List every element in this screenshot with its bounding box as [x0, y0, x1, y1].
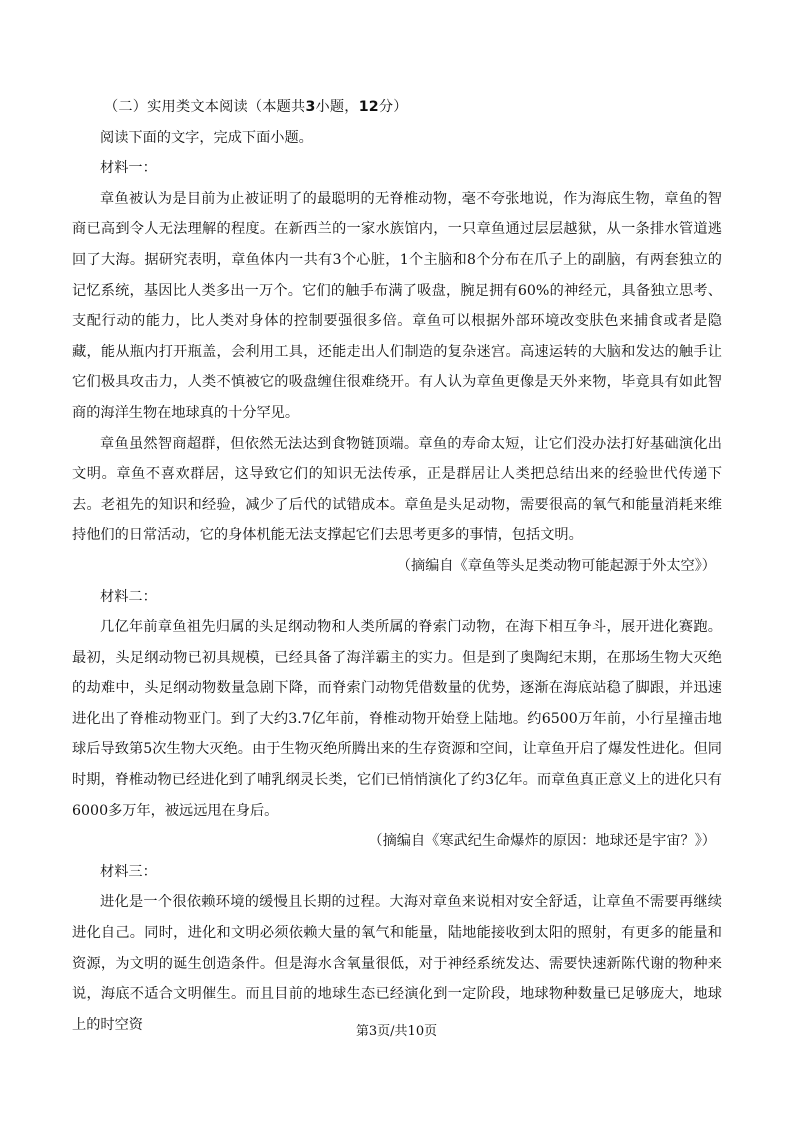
- material1-source: （摘编自《章鱼等头足类动物可能起源于外太空》）: [396, 557, 716, 574]
- section-heading-prefix: （二）实用类文本阅读（本题共: [104, 99, 306, 115]
- document-body: [72, 92, 722, 1040]
- material2-label: 材料二：: [100, 588, 157, 605]
- material2-paragraph-1: 几亿年前章鱼祖先归属的头足纲动物和人类所属的脊索门动物，在海下相互争斗，展开进化赛跑。最初，头足纲动物已初具规模，已经具备了海洋霸主的实力。但是到了奥陶纪末期，在那场生物大灭绝的劫难中，头足纲动物数量急剧下降，而脊索门动物凭借数量的优势，逐渐在海底站稳了脚跟，并迅速进化出了脊椎动物亚门。到了大约3.7亿年前，脊椎动物开始登上陆地。约6500万年前，小行星撞击地球后导致第5次生物大灭绝。由于生物灭绝所腾出来的生存资源和空间，让章鱼开启了爆发性进化。但同时期，脊椎动物已经进化到了哺乳纲灵长类，它们已悄悄演化了约3亿年。而章鱼真正意义上的进化只有6000多万年，被远远甩在身后。: [72, 619, 722, 819]
- material2-source: （摘编自《寒武纪生命爆炸的原因：地球还是宇宙？》）: [368, 833, 716, 850]
- section-heading-suffix: 分）: [378, 99, 408, 115]
- instruction-text: 阅读下面的文字，完成下面小题。: [100, 129, 313, 146]
- material1-paragraph-2: 章鱼虽然智商超群，但依然无法达到食物链顶端。章鱼的寿命太短，让它们没办法打好基础演化出文明。章鱼不喜欢群居，这导致它们的知识无法传承，正是群居让人类把总结出来的经验世代传递下去。老祖先的知识和经验，减少了后代的试错成本。章鱼是头足动物，需要很高的氧气和能量消耗来维持他们的日常活动，它的身体机能无法支撑起它们去思考更多的事情，包括文明。: [72, 435, 722, 544]
- section-heading-mid: 小题，: [315, 99, 359, 115]
- material1-label: 材料一：: [100, 160, 157, 177]
- score-total: 12: [358, 99, 379, 115]
- question-count: 3: [305, 99, 316, 115]
- material3-paragraph-1: 进化是一个很依赖环境的缓慢且长期的过程。大海对章鱼来说相对安全舒适，让章鱼不需要再继续进化自己。同时，进化和文明必须依赖大量的氧气和能量，陆地能接收到太阳的照射，有更多的能量和资源，为文明的诞生创造条件。但是海水含氧量很低，对于神经系统发达、需要快速新陈代谢的物种来说，海底不适合文明催生。而且目前的地球生态已经演化到一定阶段，地球物种数量已足够庞大，地球上的时空资: [72, 894, 722, 1033]
- material1-paragraph-1: 章鱼被认为是目前为止被证明了的最聪明的无脊椎动物，毫不夸张地说，作为海底生物，章鱼的智商已高到令人无法理解的程度。在新西兰的一家水族馆内，一只章鱼通过层层越狱，从一条排水管道逃回了大海。据研究表明，章鱼体内一共有3个心脏，1个主脑和8个分布在爪子上的副脑，有两套独立的记忆系统，基因比人类多出一万个。它们的触手布满了吸盘，腕足拥有60%的神经元，具备独立思考、支配行动的能力，比人类对身体的控制要强很多倍。章鱼可以根据外部环境改变肤色来捕食或者是隐藏，能从瓶内打开瓶盖，会利用工具，还能走出人们制造的复杂迷宫。高速运转的大脑和发达的触手让它们极具攻击力，人类不慎被它的吸盘缠住很难绕开。有人认为章鱼更像是天外来物，毕竟具有如此智商的海洋生物在地球真的十分罕见。: [72, 190, 722, 421]
- page-number-footer: 第3页/共10页: [355, 1024, 438, 1039]
- section-heading: [72, 92, 722, 123]
- material3-label: 材料三：: [100, 863, 157, 880]
